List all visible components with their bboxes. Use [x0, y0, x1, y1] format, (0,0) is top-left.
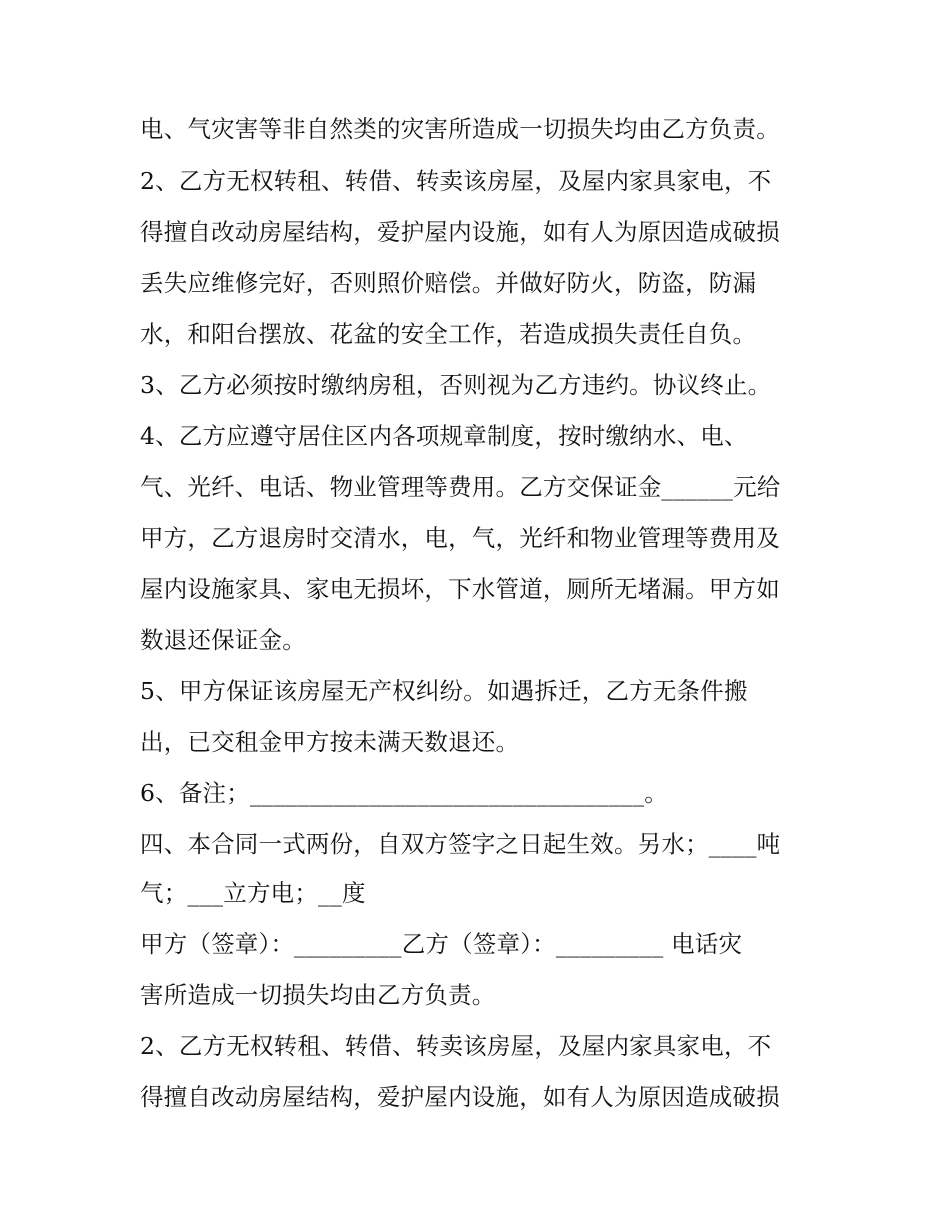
text-line: 得擅自改动房屋结构，爱护屋内设施，如有人为原因造成破损	[140, 218, 780, 246]
text-line: 4、乙方应遵守居住区内各项规章制度，按时缴纳水、电、	[140, 422, 748, 450]
text-line: 数退还保证金。	[140, 626, 306, 654]
text-line: 气；___立方电；__度	[140, 879, 366, 907]
text-line: 甲方，乙方退房时交清水，电，气，光纤和物业管理等费用及	[140, 524, 780, 552]
text-line: 6、备注；_________________________________。	[140, 779, 669, 807]
text-line: 得擅自改动房屋结构，爱护屋内设施，如有人为原因造成破损	[140, 1083, 780, 1111]
text-line: 四、本合同一式两份，自双方签字之日起生效。另水；____吨	[140, 830, 781, 858]
text-line: 屋内设施家具、家电无损坏，下水管道，厕所无堵漏。甲方如	[140, 575, 780, 603]
text-line: 电、气灾害等非自然类的灾害所造成一切损失均由乙方负责。	[140, 115, 780, 143]
text-line: 丢失应维修完好，否则照价赔偿。并做好防火，防盗，防漏	[140, 269, 757, 297]
text-line: 5、甲方保证该房屋无产权纠纷。如遇拆迁，乙方无条件搬	[140, 677, 748, 705]
text-line: 气、光纤、电话、物业管理等费用。乙方交保证金______元给	[140, 473, 781, 501]
text-line: 2、乙方无权转租、转借、转卖该房屋，及屋内家具家电，不	[140, 1032, 772, 1060]
text-line: 害所造成一切损失均由乙方负责。	[140, 981, 496, 1009]
text-line: 甲方（签章）：_________乙方（签章）：_________ 电话灾	[140, 930, 743, 958]
text-line: 水，和阳台摆放、花盆的安全工作，若造成损失责任自负。	[140, 320, 757, 348]
text-line: 2、乙方无权转租、转借、转卖该房屋，及屋内家具家电，不	[140, 167, 772, 195]
text-line: 出，已交租金甲方按未满天数退还。	[140, 728, 520, 756]
text-line: 3、乙方必须按时缴纳房租，否则视为乙方违约。协议终止。	[140, 371, 772, 399]
